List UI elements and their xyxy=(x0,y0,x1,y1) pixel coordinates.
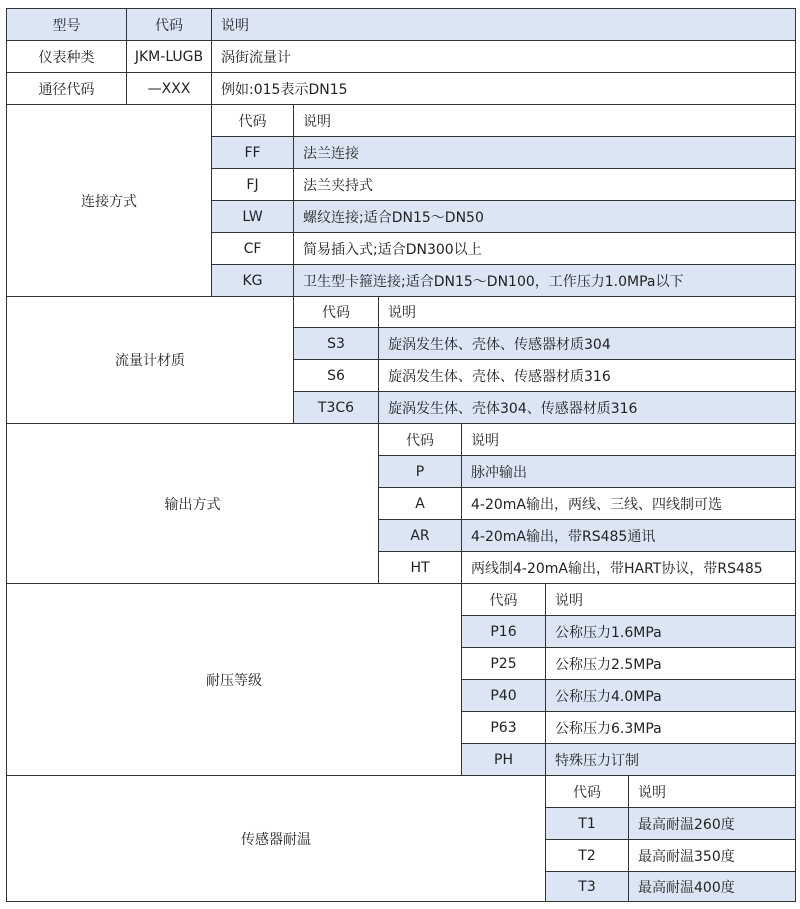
option-code: A xyxy=(378,487,462,520)
header-code: 代码 xyxy=(126,8,212,41)
option-code: FJ xyxy=(211,168,294,201)
option-desc: 螺纹连接;适合DN15～DN50 xyxy=(293,200,796,233)
row-model: 通径代码 xyxy=(6,72,127,105)
option-code: KG xyxy=(211,264,294,297)
subheader-code: 代码 xyxy=(293,296,379,328)
option-code: S6 xyxy=(293,359,379,392)
option-code: LW xyxy=(211,200,294,233)
subheader-desc: 说明 xyxy=(545,583,796,616)
header-model: 型号 xyxy=(6,8,127,41)
option-desc: 两线制4-20mA输出，带HART协议，带RS485 xyxy=(461,551,796,584)
row-desc: 例如:015表示DN15 xyxy=(211,72,796,105)
option-desc: 公称压力2.5MPa xyxy=(545,647,796,680)
option-code: P16 xyxy=(461,615,546,648)
option-code: PH xyxy=(461,743,546,776)
option-desc: 4-20mA输出，两线、三线、四线制可选 xyxy=(461,487,796,520)
group-label: 耐压等级 xyxy=(6,583,462,776)
option-desc: 脉冲输出 xyxy=(461,455,796,488)
subheader-code: 代码 xyxy=(378,423,462,456)
option-code: T1 xyxy=(545,807,629,840)
subheader-desc: 说明 xyxy=(293,104,796,137)
subheader-code: 代码 xyxy=(461,583,546,616)
option-code: P xyxy=(378,455,462,488)
option-code: T3C6 xyxy=(293,391,379,424)
option-desc: 最高耐温400度 xyxy=(628,871,796,902)
option-code: S3 xyxy=(293,327,379,360)
option-desc: 卫生型卡箍连接;适合DN15～DN100，工作压力1.0MPa以下 xyxy=(293,264,796,297)
subheader-desc: 说明 xyxy=(461,423,796,456)
group-label: 传感器耐温 xyxy=(6,775,546,902)
subheader-code: 代码 xyxy=(211,104,294,137)
row-model: 仪表种类 xyxy=(6,40,127,73)
row-code: —XXX xyxy=(126,72,212,105)
header-desc: 说明 xyxy=(211,8,796,41)
option-code: T3 xyxy=(545,871,629,902)
option-code: P63 xyxy=(461,711,546,744)
option-desc: 公称压力6.3MPa xyxy=(545,711,796,744)
option-desc: 旋涡发生体、壳体、传感器材质304 xyxy=(378,327,796,360)
option-desc: 法兰夹持式 xyxy=(293,168,796,201)
option-desc: 4-20mA输出，带RS485通讯 xyxy=(461,519,796,552)
subheader-desc: 说明 xyxy=(628,775,796,808)
option-desc: 简易插入式;适合DN300以上 xyxy=(293,232,796,265)
option-desc: 旋涡发生体、壳体304、传感器材质316 xyxy=(378,391,796,424)
option-code: AR xyxy=(378,519,462,552)
row-code: JKM-LUGB xyxy=(126,40,212,73)
option-desc: 特殊压力订制 xyxy=(545,743,796,776)
row-desc: 涡街流量计 xyxy=(211,40,796,73)
group-label: 输出方式 xyxy=(6,423,379,584)
group-label: 连接方式 xyxy=(6,104,212,297)
option-desc: 公称压力4.0MPa xyxy=(545,679,796,712)
option-desc: 法兰连接 xyxy=(293,136,796,169)
option-code: HT xyxy=(378,551,462,584)
option-code: P40 xyxy=(461,679,546,712)
option-desc: 旋涡发生体、壳体、传感器材质316 xyxy=(378,359,796,392)
option-code: CF xyxy=(211,232,294,265)
option-desc: 最高耐温350度 xyxy=(628,839,796,872)
option-desc: 公称压力1.6MPa xyxy=(545,615,796,648)
option-code: P25 xyxy=(461,647,546,680)
subheader-code: 代码 xyxy=(545,775,629,808)
option-code: FF xyxy=(211,136,294,169)
subheader-desc: 说明 xyxy=(378,296,796,328)
group-label: 流量计材质 xyxy=(6,296,294,424)
option-desc: 最高耐温260度 xyxy=(628,807,796,840)
option-code: T2 xyxy=(545,839,629,872)
